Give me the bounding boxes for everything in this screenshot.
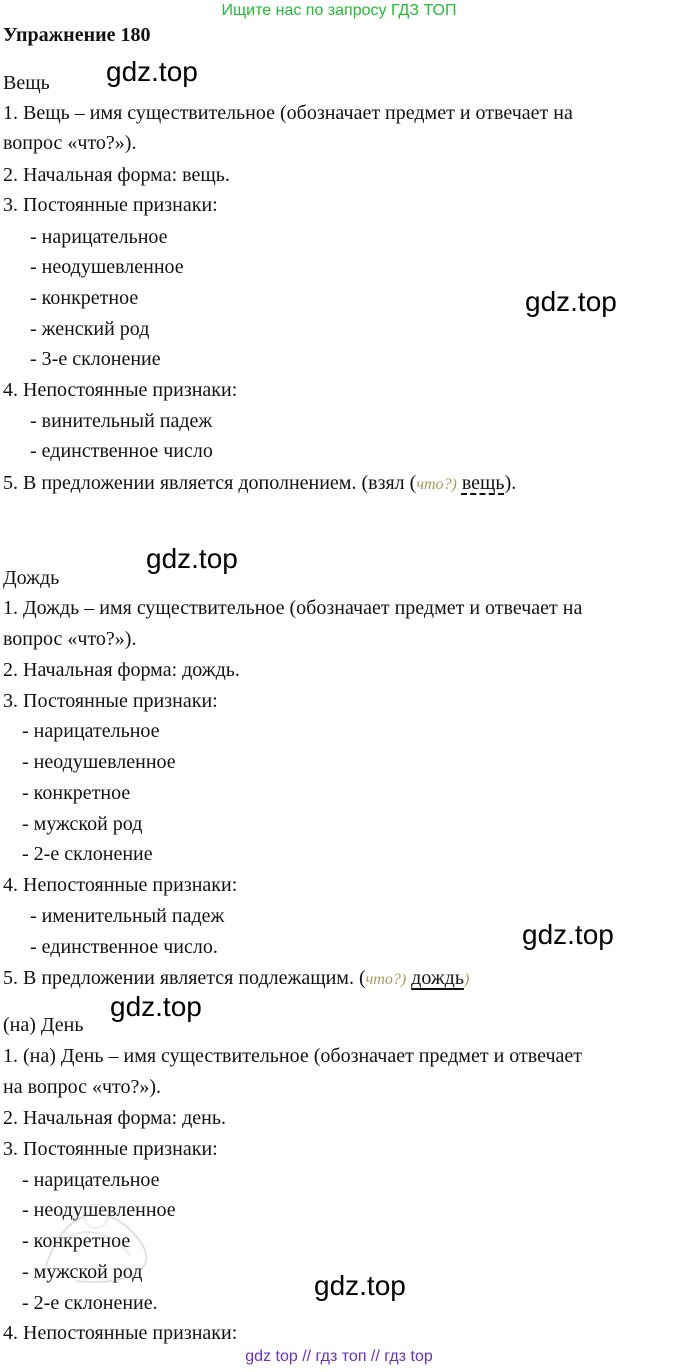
text-line: 4. Непостоянные признаки: — [3, 1322, 238, 1344]
text-line: 1. (на) День – имя существительное (обозначает предмет и отвечает — [3, 1045, 583, 1067]
text-line: 4. Непостоянные признаки: — [3, 874, 238, 896]
list-item: - нарицательное — [30, 226, 168, 248]
watermark: gdz.top — [522, 919, 614, 950]
text-line: вопрос «что?»). — [3, 628, 137, 650]
text-line: 1. Вещь – имя существительное (обозначает предмет и отвечает на — [3, 102, 573, 124]
list-item: - 2-е склонение. — [22, 1292, 158, 1314]
list-item: - мужской род — [22, 813, 143, 835]
footer-watermark: gdz top // гдз топ // гдз top — [245, 1348, 433, 1365]
list-item: - именительный падеж — [30, 905, 225, 927]
text-line: 3. Постоянные признаки: — [3, 194, 218, 216]
text-line: 3. Постоянные признаки: — [3, 1138, 218, 1160]
role-suffix: ). — [504, 472, 517, 494]
role-suffix: ) — [463, 971, 470, 988]
role-text: 5. В предложении является дополнением. (взял ( — [3, 472, 417, 494]
watermark: gdz.top — [146, 543, 238, 574]
list-item: - неодушевленное — [22, 1199, 176, 1221]
underlined-word: дождь — [411, 967, 464, 989]
list-item: - неодушевленное — [22, 751, 176, 773]
text-line: 2. Начальная форма: день. — [3, 1107, 226, 1129]
text-line: 2. Начальная форма: дождь. — [3, 659, 240, 681]
question-annotation: что?) — [416, 476, 457, 493]
watermark: gdz.top — [110, 991, 202, 1022]
banner-link[interactable]: Ищите нас по запросу ГДЗ ТОП — [221, 2, 457, 19]
text-line: вопрос «что?»). — [3, 132, 137, 154]
syntax-role-line — [3, 470, 516, 498]
syntax-role-line — [3, 965, 469, 993]
section-heading: Дождь — [3, 567, 60, 589]
list-item: - винительный падеж — [30, 410, 213, 432]
top-banner — [0, 0, 678, 22]
text-line: 3. Постоянные признаки: — [3, 690, 218, 712]
section-heading: Вещь — [3, 72, 50, 94]
list-item: - 2-е склонение — [22, 843, 153, 865]
list-item: - единственное число. — [30, 936, 218, 958]
list-item: - конкретное — [22, 1230, 131, 1252]
text-line: 2. Начальная форма: вещь. — [3, 164, 230, 186]
list-item: - неодушевленное — [30, 256, 184, 278]
list-item: - нарицательное — [22, 1169, 160, 1191]
section-heading: (на) День — [3, 1014, 84, 1036]
question-annotation: что?) — [365, 971, 407, 988]
watermark: gdz.top — [314, 1270, 406, 1301]
watermark: gdz.top — [525, 286, 617, 317]
role-text: 5. В предложении является подлежащим. ( — [3, 967, 366, 989]
list-item: - 3-е склонение — [30, 348, 161, 370]
faint-stamp — [36, 1196, 156, 1291]
list-item: - мужской род — [22, 1261, 143, 1283]
text-line: на вопрос «что?»). — [3, 1076, 162, 1098]
list-item: - женский род — [30, 318, 150, 340]
list-item: - единственное число — [30, 440, 213, 462]
watermark: gdz.top — [106, 56, 198, 87]
list-item: - конкретное — [22, 782, 131, 804]
text-line: 1. Дождь – имя существительное (обозначает предмет и отвечает на — [3, 597, 583, 619]
list-item: - нарицательное — [22, 720, 160, 742]
underlined-word: вещь — [461, 472, 505, 494]
text-line: 4. Непостоянные признаки: — [3, 379, 238, 401]
list-item: - конкретное — [30, 287, 139, 309]
exercise-title: Упражнение 180 — [3, 24, 151, 46]
